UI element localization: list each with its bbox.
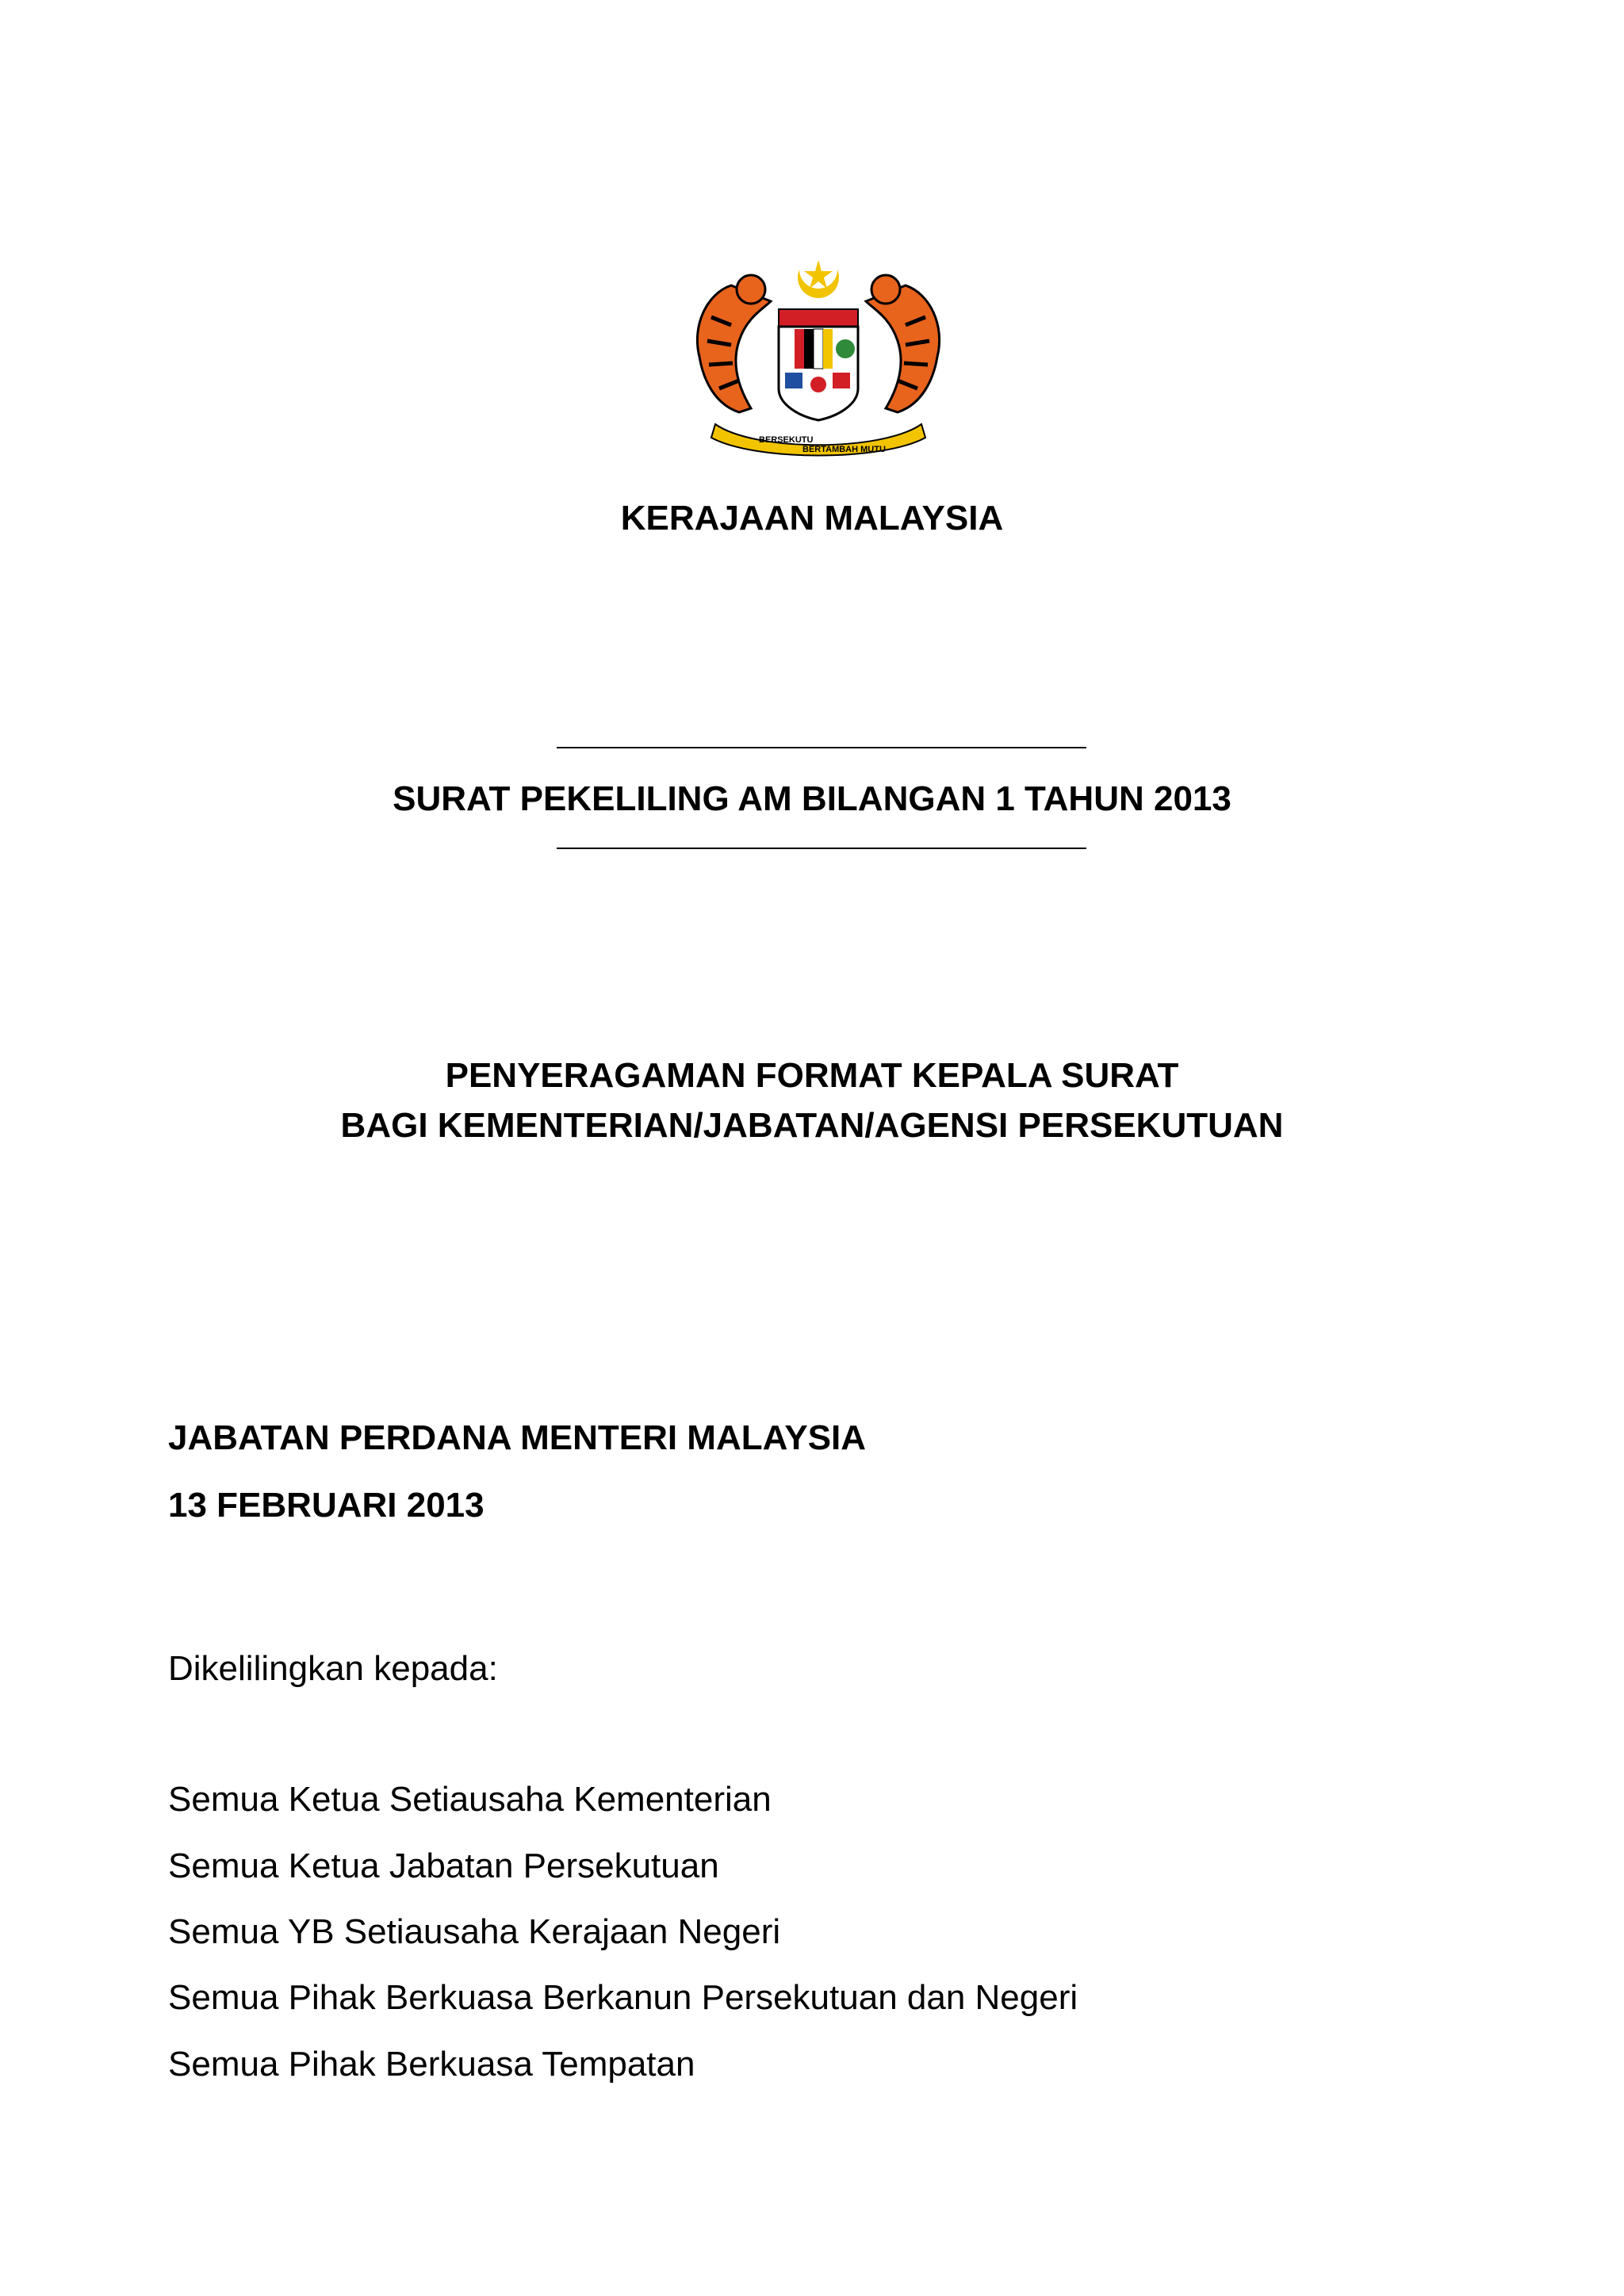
motto-left-text: BERSEKUTU [759, 435, 814, 445]
motto-right-text: BERTAMBAH MUTU [802, 445, 886, 454]
recipient-item: Semua Pihak Berkuasa Tempatan [168, 2045, 695, 2084]
circular-title: SURAT PEKELILING AM BILANGAN 1 TAHUN 2013 [393, 779, 1231, 818]
subject-line-2: BAGI KEMENTERIAN/JABATAN/AGENSI PERSEKUTUAN [340, 1106, 1284, 1145]
left-tiger-icon [697, 275, 771, 412]
recipient-item: Semua YB Setiausaha Kerajaan Negeri [168, 1912, 781, 1951]
recipient-item: Semua Ketua Jabatan Persekutuan [168, 1846, 719, 1885]
issuer-department: JABATAN PERDANA MENTERI MALAYSIA [168, 1418, 867, 1457]
right-tiger-icon [866, 275, 940, 412]
recipient-item: Semua Ketua Setiausaha Kementerian [168, 1780, 772, 1819]
motto-ribbon [711, 424, 925, 456]
issue-date: 13 FEBRUARI 2013 [168, 1486, 485, 1525]
title-rule-bottom [557, 848, 1086, 849]
coat-of-arms-logo [676, 254, 961, 460]
subject-line-1: PENYERAGAMAN FORMAT KEPALA SURAT [445, 1056, 1179, 1095]
shield-icon [779, 309, 858, 420]
recipient-item: Semua Pihak Berkuasa Berkanun Persekutuan dan Negeri [168, 1978, 1078, 2017]
title-rule-top [557, 747, 1086, 748]
crescent-star-icon [798, 254, 839, 298]
distribution-heading: Dikelilingkan kepada: [168, 1649, 498, 1688]
government-heading: KERAJAAN MALAYSIA [620, 499, 1004, 538]
